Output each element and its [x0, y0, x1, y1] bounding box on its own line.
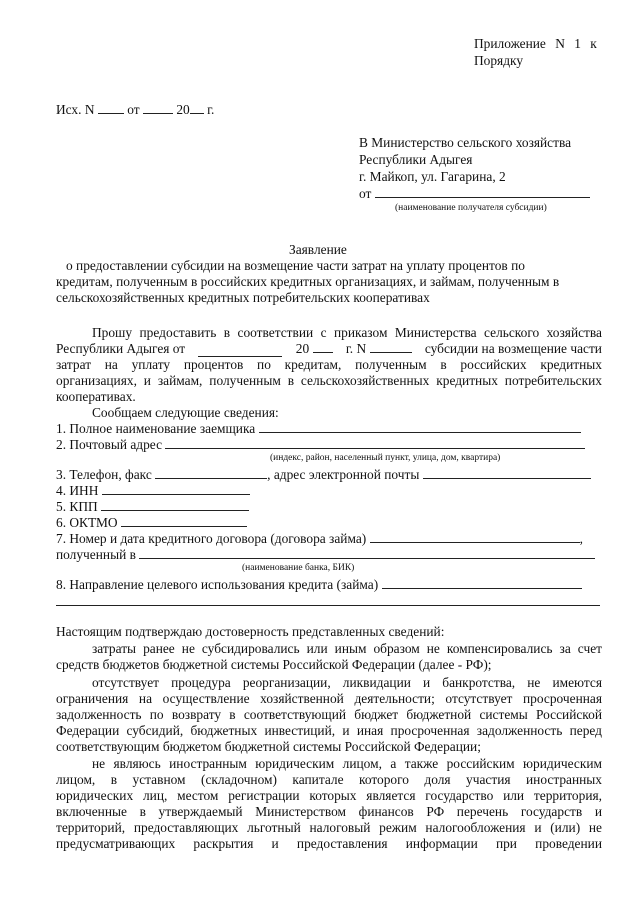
inn-input[interactable] — [102, 494, 250, 495]
request-line-1: Прошу предоставить в соответствии с приказом Министерства сельского хозяйства — [92, 325, 602, 340]
statement-heading: Заявление — [289, 242, 347, 257]
statement-title-line-2: кредитам, полученным в российских кредитных организациях, и займам, полученным в — [56, 274, 560, 289]
confirm-p3-line-6: предусматривающих раскрытия и предоставления информации при проведении — [56, 836, 602, 851]
confirm-p3-line-3: юридических лиц, местом регистрации которых является государство или территория, — [56, 788, 602, 803]
ref-number-field[interactable] — [98, 113, 124, 114]
request-line-2: Республики Адыгея от 20 г. N субсидии на возмещение части — [56, 341, 602, 356]
info-intro: Сообщаем следующие сведения: — [92, 405, 279, 420]
ref-year-field[interactable] — [190, 113, 204, 114]
order-year-field[interactable] — [313, 352, 333, 353]
recipient-name-field[interactable] — [375, 197, 590, 198]
confirm-p1-line-2: средств бюджетов бюджетной системы Российской Федерации (далее - РФ); — [56, 657, 492, 672]
order-number-field[interactable] — [370, 352, 412, 353]
statement-title-line-1: о предоставлении субсидии на возмещение части затрат на уплату процентов по — [66, 258, 525, 273]
ref-prefix: Исх. N — [56, 102, 95, 117]
addressee-line-2: Республики Адыгея — [359, 152, 473, 167]
confirm-p3-line-4: включенные в утверждаемый Министерством финансов РФ перечень государств и — [56, 804, 602, 819]
field-credit-purpose: 8. Направление целевого использования кредита (займа) — [56, 577, 582, 593]
field-received-in: полученный в — [56, 547, 595, 563]
credit-purpose-continued-line[interactable] — [56, 605, 600, 606]
field-kpp: 5. КПП — [56, 499, 249, 515]
request-line-4: организациях, и займам, полученным в сельскохозяйственных кредитных потребительских — [56, 373, 602, 388]
addressee-from-label: от — [359, 186, 372, 201]
kpp-input[interactable] — [101, 510, 249, 511]
confirm-p3-line-2: лицом, в уставном (складочном) капитале которого доля участия иностранных — [56, 772, 602, 787]
order-date-field[interactable] — [198, 341, 282, 357]
confirm-p2-line-2: ограничения на осуществление хозяйственной деятельности; отсутствует просроченная — [56, 691, 602, 706]
postal-address-input[interactable] — [165, 448, 585, 449]
confirm-p1-line-1: затраты ранее не субсидировались или иным образом не компенсировались за счет — [92, 641, 602, 656]
confirm-p3-line-1: не являюсь иностранным юридическим лицом, а также российским юридическим — [92, 756, 602, 771]
confirm-p2-line-1: отсутствует процедура реорганизации, ликвидации и банкротства, не имеются — [92, 675, 602, 690]
bank-name-input[interactable] — [139, 558, 595, 559]
statement-title-line-3: сельскохозяйственных кредитных потребительских кооперативах — [56, 290, 430, 305]
confirm-p2-line-5: соответствующим бюджетом бюджетной системы Российской Федерации; — [56, 739, 481, 754]
appendix-line-1: Приложение N 1 к — [474, 36, 597, 51]
confirm-p3-line-5: территорий, предоставляющих льготный налоговый режим налогообложения и (или) не — [56, 820, 602, 835]
credit-purpose-input[interactable] — [382, 588, 582, 589]
field-credit-agreement: 7. Номер и дата кредитного договора (договора займа) , — [56, 531, 583, 546]
recipient-name-hint: (наименование получателя субсидии) — [395, 203, 547, 213]
bank-name-hint: (наименование банка, БИК) — [242, 563, 355, 573]
field-borrower-name: 1. Полное наименование заемщика — [56, 421, 581, 437]
field-phone-email: 3. Телефон, факс , адрес электронной почты — [56, 467, 591, 483]
ref-g: г. — [207, 102, 215, 117]
field-inn: 4. ИНН — [56, 483, 250, 499]
appendix-line-2: Порядку — [474, 53, 524, 68]
addressee-from — [359, 186, 590, 202]
ref-date-field[interactable] — [143, 113, 173, 114]
field-postal-address: 2. Почтовый адрес — [56, 437, 585, 453]
confirm-p2-line-3: задолженность по возврату в соответствующий бюджет бюджетной системы Российской — [56, 707, 602, 722]
oktmo-input[interactable] — [121, 526, 247, 527]
addressee-line-1: В Министерство сельского хозяйства — [359, 135, 572, 150]
request-line-5: кооперативах. — [56, 389, 136, 404]
phone-fax-input[interactable] — [155, 478, 267, 479]
postal-address-hint: (индекс, район, населенный пункт, улица, дом, квартира) — [270, 453, 501, 463]
field-oktmo: 6. ОКТМО — [56, 515, 247, 531]
ref-year: 20 — [176, 102, 190, 117]
confirm-p2-line-4: Федерации субсидий, бюджетных инвестиций, и иная просроченная задолженность перед — [56, 723, 602, 738]
outgoing-ref — [56, 102, 214, 118]
confirm-intro: Настоящим подтверждаю достоверность представленных сведений: — [56, 624, 445, 639]
borrower-name-input[interactable] — [259, 432, 581, 433]
email-input[interactable] — [423, 478, 591, 479]
request-line-3: затрат на уплату процентов по кредитам, полученным в российских кредитных — [56, 357, 602, 372]
addressee-line-3: г. Майкоп, ул. Гагарина, 2 — [359, 169, 506, 184]
ref-from: от — [127, 102, 140, 117]
credit-agreement-input[interactable] — [370, 542, 580, 543]
